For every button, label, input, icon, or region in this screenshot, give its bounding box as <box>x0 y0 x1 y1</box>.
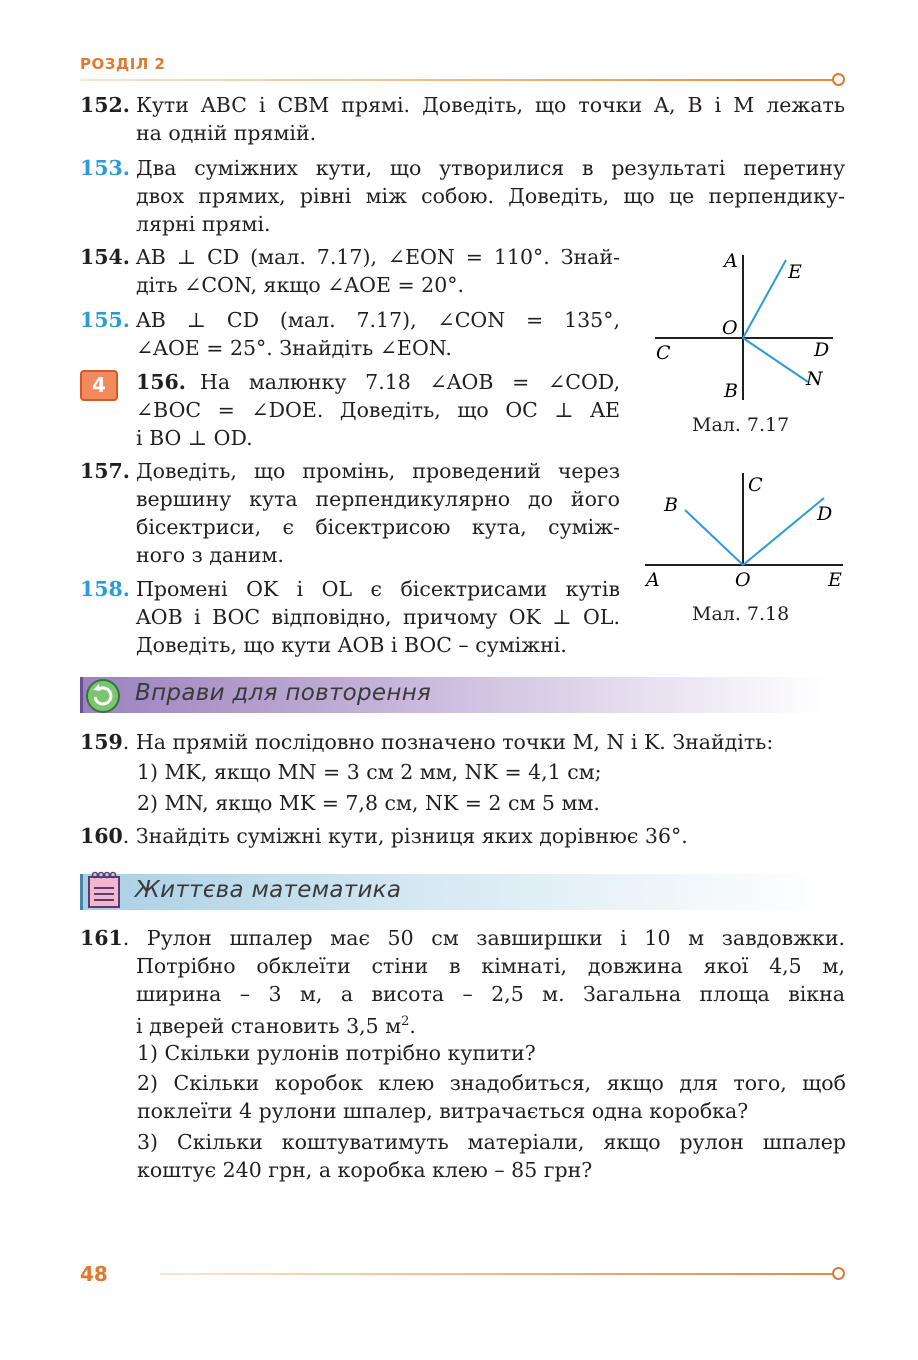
problem-text: На малюнку 7.18 ∠AOB = ∠COD, <box>200 370 620 394</box>
problem-text: Потрібно обклеїти стіни в кімнаті, довжина якої 4,5 м, <box>136 954 845 978</box>
problem-number: 153. <box>80 156 130 180</box>
label-n: N <box>806 368 823 390</box>
ray-ob <box>685 510 743 565</box>
problem-number: 152. <box>80 93 130 117</box>
ray-od <box>743 498 824 565</box>
problem-number: 161 <box>80 926 123 950</box>
problem-161-question-3 <box>137 1128 846 1184</box>
problem-text: Промені OK і OL є бісектрисами кутів <box>136 577 620 601</box>
label-b: B <box>724 380 738 402</box>
header-rule <box>80 79 832 81</box>
life-math-section-banner <box>80 874 828 910</box>
label-e: E <box>788 261 802 283</box>
problem-text: Доведіть, що кути AOB і BOC – суміжні. <box>136 633 567 657</box>
footer-rule <box>160 1273 832 1275</box>
problem-text: бісектриси, є бісектрисою кута, суміж- <box>136 515 620 539</box>
difficulty-badge: 4 <box>80 370 118 401</box>
superscript: 2 <box>401 1014 410 1029</box>
review-section-banner <box>80 677 828 713</box>
problem-text: . На прямій послідовно позначено точки M, N і K. Знайдіть: <box>122 730 774 754</box>
figure-7-18 <box>640 465 850 595</box>
problem-text: ного з даним. <box>136 543 284 567</box>
refresh-circle-icon <box>85 678 121 714</box>
label-a: A <box>724 250 738 272</box>
problem-text: ∠BOC = ∠DOE. Доведіть, що OC ⊥ AE <box>136 398 620 422</box>
figure-7-17 <box>640 240 840 440</box>
problem-text: і дверей становить 3,5 м <box>136 1013 402 1038</box>
label-o: O <box>722 317 738 339</box>
problem-159-part-2: 2) MN, якщо MK = 7,8 см, NK = 2 см 5 мм. <box>137 791 600 815</box>
problem-number: 154. <box>80 245 130 269</box>
question-text: поклеїти 4 рулони шпалер, витрачається одна коробка? <box>137 1099 749 1123</box>
label-o: O <box>735 569 751 591</box>
page-number: 48 <box>80 1262 108 1286</box>
problem-161-question-1 <box>137 1039 846 1067</box>
problem-number: 156. <box>136 370 186 394</box>
problem-text: вершину кута перпендикулярно до його <box>136 487 620 511</box>
question-text: 3) Скільки коштуватимуть матеріали, якщо рулон шпалер <box>137 1130 846 1154</box>
figure-caption: Мал. 7.18 <box>692 603 790 625</box>
problem-159 <box>80 728 845 756</box>
problem-text: ширина – 3 м, а висота – 2,5 м. Загальна площа вікна <box>136 982 845 1006</box>
label-c: C <box>748 474 763 496</box>
problem-159-part-1: 1) MK, якщо MN = 3 см 2 мм, NK = 4,1 см; <box>137 760 602 784</box>
problem-text: . <box>409 1013 416 1038</box>
problem-text: лярні прямі. <box>136 212 271 236</box>
problem-text: Доведіть, що промінь, проведений через <box>136 459 620 483</box>
problem-161-question-2 <box>137 1069 846 1125</box>
problem-text: . Рулон шпалер має 50 см завширшки і 10 м завдовжки. <box>122 926 845 950</box>
problem-text: Два суміжних кути, що утворилися в результаті перетину <box>136 156 845 180</box>
question-text: 2) Скільки коробок клею знадобиться, якщо для того, щоб <box>137 1071 846 1095</box>
header-rule-end-icon <box>832 73 845 86</box>
problem-number: 158. <box>80 577 130 601</box>
label-a: A <box>646 569 660 591</box>
problem-number: 160 <box>80 824 123 848</box>
problem-160 <box>80 822 845 850</box>
problem-text: AB ⊥ CD (мал. 7.17), ∠CON = 135°, <box>136 308 620 332</box>
question-text: 1) Скільки рулонів потрібно купити? <box>137 1041 536 1065</box>
problem-number: 159 <box>80 730 123 754</box>
notepad-icon <box>86 870 122 910</box>
section-label: РОЗДІЛ 2 <box>80 55 166 73</box>
problem-text: . Знайдіть суміжні кути, різниця яких дорівнює 36°. <box>122 824 688 848</box>
footer-rule-end-icon <box>832 1267 845 1280</box>
question-text: коштує 240 грн, а коробка клею – 85 грн? <box>137 1158 593 1182</box>
label-d: D <box>814 339 830 361</box>
problem-number: 157. <box>80 459 130 483</box>
section-title: Вправи для повторення <box>135 680 432 706</box>
problem-text: AB ⊥ CD (мал. 7.17), ∠EON = 110°. Знай- <box>136 245 620 269</box>
problem-text: Кути ABC і CBM прямі. Доведіть, що точки A, B і M лежать <box>136 93 845 117</box>
ray-oe <box>743 260 786 338</box>
problem-text: на одній прямій. <box>136 121 317 145</box>
label-d: D <box>817 503 833 525</box>
figure-caption: Мал. 7.17 <box>692 414 790 436</box>
problem-text: ∠AOE = 25°. Знайдіть ∠EON. <box>136 336 452 360</box>
label-e: E <box>828 569 842 591</box>
problem-text: AOB і BOC відповідно, причому OK ⊥ OL. <box>136 605 620 629</box>
label-c: C <box>656 342 671 364</box>
problem-number: 155. <box>80 308 130 332</box>
problem-text: діть ∠CON, якщо ∠AOE = 20°. <box>136 273 464 297</box>
label-b: B <box>664 494 678 516</box>
section-title: Життєва математика <box>135 877 402 903</box>
ray-on <box>743 338 808 382</box>
problem-text: і BO ⊥ OD. <box>136 426 253 450</box>
problem-text: двох прямих, рівні між собою. Доведіть, що це перпендику- <box>136 184 845 208</box>
